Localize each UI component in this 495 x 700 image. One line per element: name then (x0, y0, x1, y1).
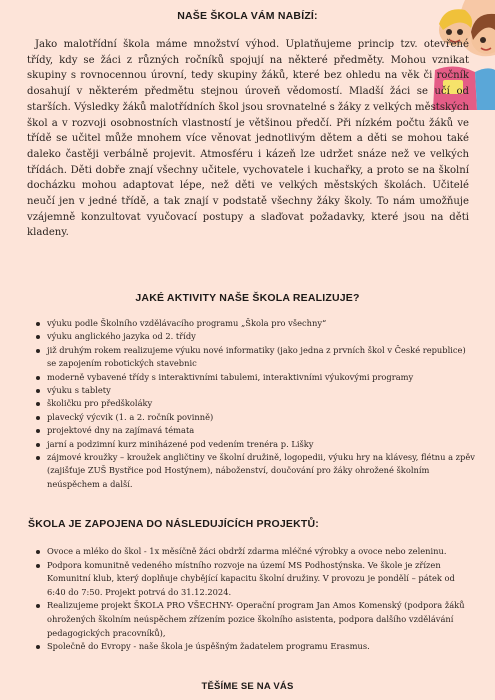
projects-list (36, 545, 476, 654)
list-item: výuku podle Školního vzdělávacího programu „Škola pro všechny“ (36, 317, 476, 330)
list-item: výuku s tablety (36, 384, 476, 397)
heading-offer: NAŠE ŠKOLA VÁM NABÍZÍ: (177, 10, 318, 22)
list-item: Podpora komunitně vedeného místního rozvoje na území MS Podhostýnska. Ve škole je zřízen Komunitní klub, který doplňuje chybějící kapacitu školní družiny. V provozu je pondělí – pátek od 6:40 do 7:50. Projekt potrvá do 31.12.2024. (36, 559, 476, 600)
heading-activities: JAKÉ AKTIVITY NAŠE ŠKOLA REALIZUJE? (135, 292, 360, 304)
closing-text: TĚŠÍME SE NA VÁS (201, 681, 294, 692)
heading-projects: ŠKOLA JE ZAPOJENA DO NÁSLEDUJÍCÍCH PROJEKTŮ: (28, 518, 319, 530)
list-item: Společně do Evropy - naše škola je úspěšným žadatelem programu Erasmus. (36, 640, 476, 654)
activities-list (36, 317, 476, 491)
list-item: Realizujeme projekt ŠKOLA PRO VŠECHNY- Operační program Jan Amos Komenský (podpora žáků ohrožených školním neúspěchem zřízením pozice školního asistenta, podpora dalšího vzdělávání pedagogických pracovníků), (36, 599, 476, 640)
list-item: již druhým rokem realizujeme výuku nové informatiky (jako jedna z prvních škol v České republice) se zapojením robotických stavebnic (36, 344, 476, 371)
list-item: školičku pro předškoláky (36, 397, 476, 410)
list-item: zájmové kroužky – kroužek angličtiny ve školní družině, logopedii, výuku hry na klávesy, flétnu a zpěv (zajišťuje ZUŠ Bystřice pod Hostýnem), náboženství, doučování pro žáky ohrožené školním neúspěchem a další. (36, 451, 476, 491)
list-item: výuku anglického jazyka od 2. třídy (36, 330, 476, 343)
list-item: plavecký výcvik (1. a 2. ročník povinně) (36, 411, 476, 424)
intro-paragraph: Jako malotřídní škola máme množství výhod. Uplatňujeme princip tzv. otevřené třídy, kdy se žáci z různých ročníků spojují na některé předměty. Mohou vznikat skupiny s rovnocennou úrovní, tedy skupiny žáků, které bez ohledu na věk či ročník dosahují v některém předmětu stejnou úroveň vědomostí. Mladší žáci se učí od starších. Výsledky žáků malotřídních škol jsou srovnatelné s žáky z velkých městských škol a v rozvoji osobnostních vlastností je většinou předčí. Při nízkém počtu žáků ve třídě se učitel může mnohem více věnovat jednotlivým dětem a děti se mohou také daleko častěji verbálně projevit. Atmosféru i kázeň lze udržet snáze než ve velkých třídách. Děti dobře znají všechny učitele, vychovatele i kuchařky, a proto se na školní docházku mohou adaptovat lépe, než děti ve velkých městských školách. Učitelé neučí jen v jedné třídě, a tak znají v podstatě všechny žáky školy. To nám umožňuje vzájemně konzultovat vyučovací postupy a slaďovat požadavky, které jsou na děti kladeny. (27, 39, 469, 239)
list-item: jarní a podzimní kurz miniházené pod vedením trenéra p. Lišky (36, 438, 476, 451)
list-item: projektové dny na zajímavá témata (36, 424, 476, 437)
list-item: moderně vybavené třídy s interaktivními tabulemi, interaktivními výukovými programy (36, 371, 476, 384)
list-item: Ovoce a mléko do škol - 1x měsíčně žáci obdrží zdarma mléčné výrobky a ovoce nebo zeleninu. (36, 545, 476, 559)
